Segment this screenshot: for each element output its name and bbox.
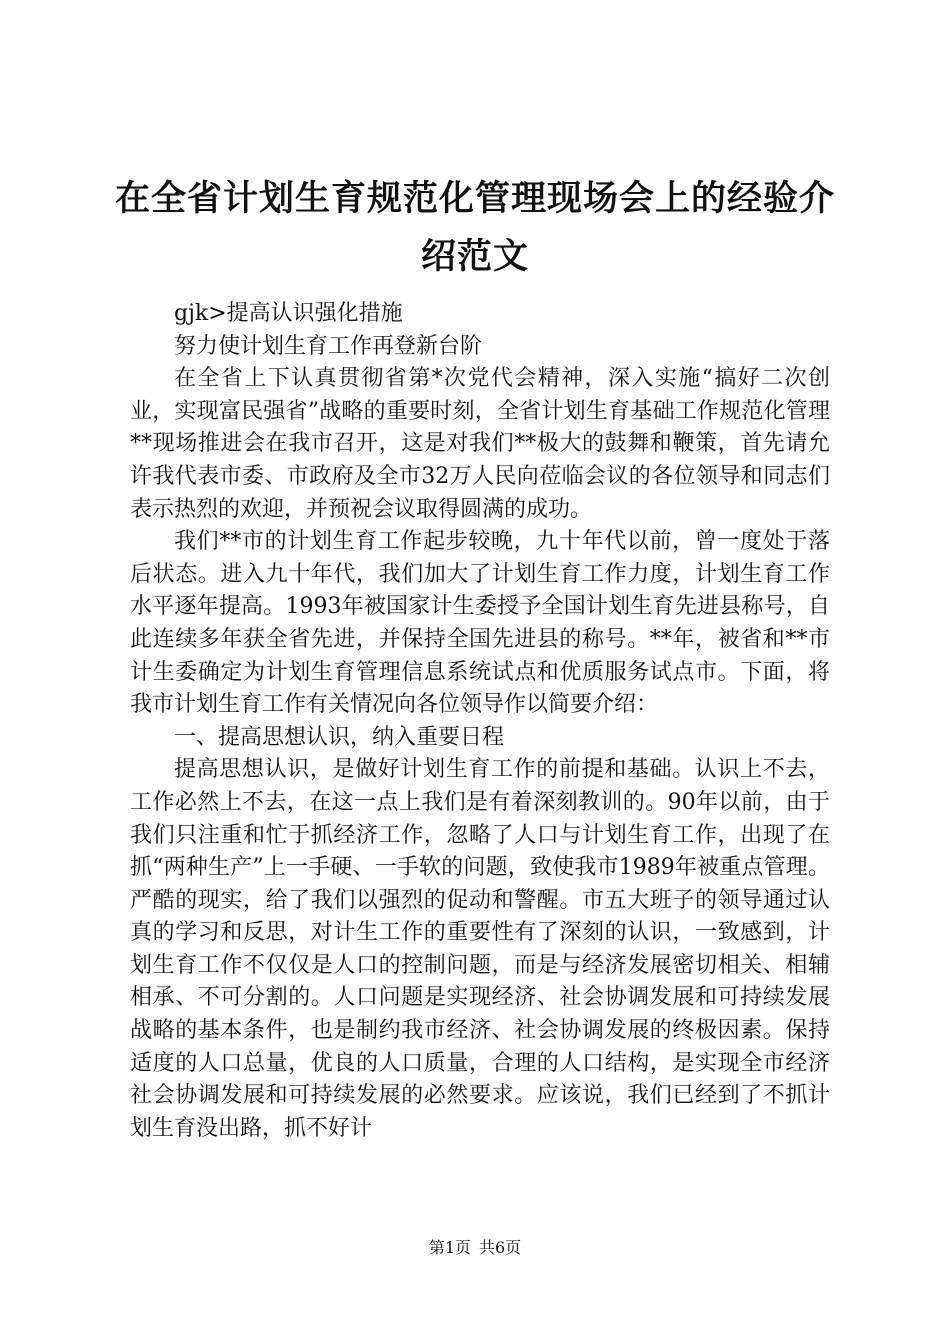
body-paragraph: 我们**市的计划生育工作起步较晚，九十年代以前，曾一度处于落后状态。进入九十年代，我们加大了计划生育工作力度，计划生育工作水平逐年提高。1993年被国家计生委授予全国计划生育先进县称号，自此连续多年获全省先进，并保持全国先进县的称号。**年，被省和**市计生委确定为计划生育管理信息系统试点和优质服务试点市。下面，将我市计划生育工作有关情况向各位领导作以简要介绍： — [130, 529, 830, 718]
page-number: 第1页 — [428, 1238, 471, 1257]
document-title: 在全省计划生育规范化管理现场会上的经验介绍范文 — [114, 178, 835, 277]
page-total: 共6页 — [479, 1238, 522, 1257]
subtitle-line-1: gjk>提高认识强化措施 — [174, 301, 403, 326]
body-paragraph: 提高思想认识，是做好计划生育工作的前提和基础。认识上不去，工作必然上不去，在这一点上我们是有着深刻教训的。90年以前，由于我们只注重和忙于抓经济工作，忽略了人口与计划生育工作，出现了在抓“两种生产”上一手硬、一手软的问题，致使我市1989年被重点管理。严酷的现实，给了我们以强烈的促动和警醒。市五大班子的领导通过认真的学习和反思，对计生工作的重要性有了深刻的认识，一致感到，计划生育工作不仅仅是人口的控制问题，而是与经济发展密切相关、相辅相承、不可分割的。人口问题是实现经济、社会协调发展和可持续发展战略的基本条件，也是制约我市经济、社会协调发展的终极因素。保持适度的人口总量，优良的人口质量，合理的人口结构，是实现全市经济社会协调发展和可持续发展的必然要求。应该说，我们已经到了不抓计划生育没出路，抓不好计 — [130, 757, 830, 1141]
subtitle-line-2: 努力使计划生育工作再登新台阶 — [174, 333, 483, 359]
body-paragraph: 在全省上下认真贯彻省第*次党代会精神，深入实施“搞好二次创业，实现富民强省”战略的重要时刻，全省计划生育基础工作规范化管理**现场推进会在我市召开，这是对我们**极大的鼓舞和鞭策，首先请允许我代表市委、市政府及全市32万人民向莅临会议的各位领导和同志们表示热烈的欢迎，并预祝会议取得圆满的成功。 — [130, 366, 830, 522]
document-body — [130, 298, 830, 1145]
section-heading: 一、提高思想认识，纳入重要日程 — [174, 724, 505, 750]
page-footer — [0, 1238, 950, 1258]
